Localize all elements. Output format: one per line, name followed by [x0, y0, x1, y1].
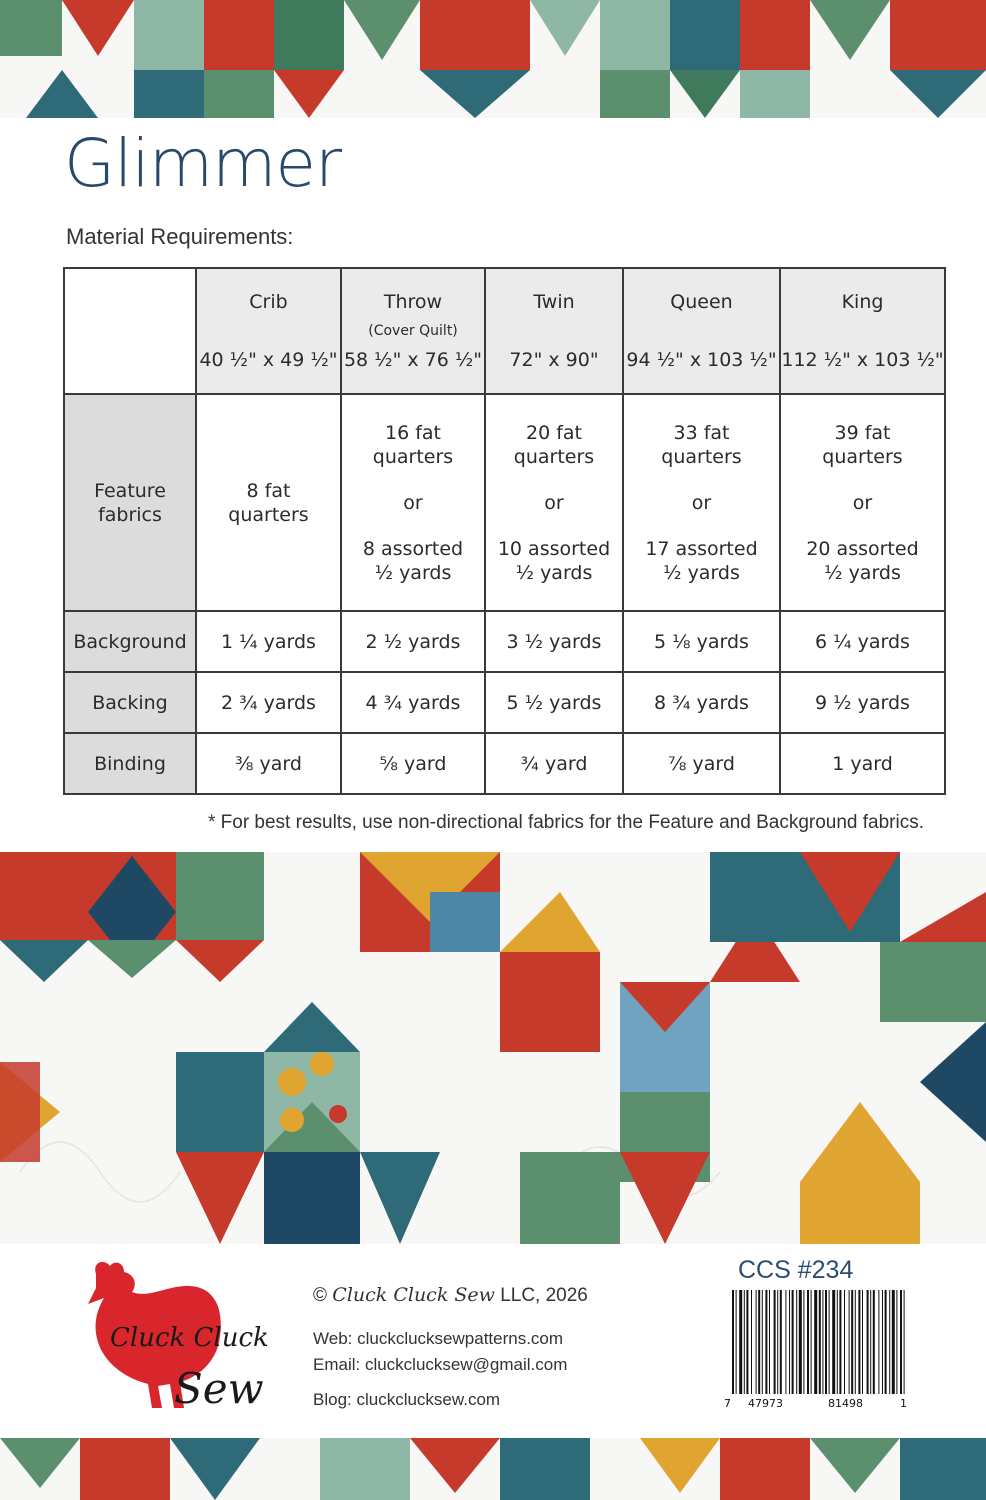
feature-fabrics-row	[64, 394, 945, 611]
quilt-photo-top	[0, 0, 986, 118]
column-header-king	[780, 268, 945, 394]
feature-cell-king: 39 fat quarters or 20 assorted ½ yards	[780, 394, 945, 611]
table-cell: 9 ½ yards	[780, 672, 945, 733]
table-cell: 4 ¾ yards	[341, 672, 485, 733]
size-header-row	[64, 268, 945, 394]
email-link[interactable]: Email: cluckclucksew@gmail.com	[313, 1355, 568, 1374]
row-label-backing: Backing	[64, 672, 196, 733]
column-header-twin	[485, 268, 623, 394]
copyright	[313, 1284, 588, 1307]
size-name: King	[841, 291, 884, 313]
binding-row	[64, 733, 945, 794]
column-header-crib	[196, 268, 341, 394]
background-row	[64, 611, 945, 672]
empty-corner-cell	[64, 268, 196, 394]
column-header-throw	[341, 268, 485, 394]
table-cell: ⅜ yard	[196, 733, 341, 794]
size-name: Queen	[670, 291, 733, 313]
table-cell: ¾ yard	[485, 733, 623, 794]
copyright-brand: Cluck Cluck Sew	[332, 1284, 495, 1306]
table-cell: 5 ⅛ yards	[623, 611, 780, 672]
table-cell: 1 yard	[780, 733, 945, 794]
row-label-feature-fabrics: Feature fabrics	[64, 394, 196, 611]
fabric-note: * For best results, use non-directional fabrics for the Feature and Background fabrics.	[207, 812, 924, 833]
feature-cell-throw: 16 fat quarters or 8 assorted ½ yards	[341, 394, 485, 611]
size-dimensions: 72" x 90"	[509, 349, 599, 371]
size-name: Twin	[533, 291, 575, 313]
table-cell: 8 ¾ yards	[623, 672, 780, 733]
table-cell: 2 ¾ yards	[196, 672, 341, 733]
size-name: Crib	[249, 291, 288, 313]
table-cell: 3 ½ yards	[485, 611, 623, 672]
pattern-code: CCS #234	[738, 1256, 854, 1284]
copyright-symbol: ©	[313, 1285, 327, 1306]
table-cell: ⅝ yard	[341, 733, 485, 794]
quilt-photo-bottom	[0, 1438, 986, 1500]
cluck-cluck-sew-logo	[74, 1258, 294, 1418]
barcode-group-1: 47973	[748, 1397, 783, 1410]
copyright-rest: LLC, 2026	[500, 1285, 588, 1306]
row-label-binding: Binding	[64, 733, 196, 794]
table-cell: 1 ¼ yards	[196, 611, 341, 672]
barcode-digit-right: 1	[900, 1397, 907, 1410]
size-dimensions: 112 ½" x 103 ½"	[781, 349, 944, 371]
size-dimensions: 94 ½" x 103 ½"	[626, 349, 777, 371]
barcode	[724, 1290, 910, 1410]
feature-cell-queen: 33 fat quarters or 17 assorted ½ yards	[623, 394, 780, 611]
size-dimensions: 40 ½" x 49 ½"	[199, 349, 338, 371]
material-requirements-heading: Material Requirements:	[66, 224, 294, 249]
blog-link[interactable]: Blog: cluckclucksew.com	[313, 1390, 501, 1409]
backing-row	[64, 672, 945, 733]
feature-cell-crib: 8 fat quarters	[196, 394, 341, 611]
table-cell: 6 ¼ yards	[780, 611, 945, 672]
size-name: Throw	[383, 291, 443, 313]
table-cell: ⅞ yard	[623, 733, 780, 794]
pattern-title: Glimmer	[64, 125, 342, 202]
row-label-background: Background	[64, 611, 196, 672]
table-cell: 2 ½ yards	[341, 611, 485, 672]
logo-line1: Cluck Cluck	[110, 1323, 269, 1353]
table-cell: 5 ½ yards	[485, 672, 623, 733]
quilt-photo-main	[0, 852, 986, 1244]
web-link[interactable]: Web: cluckclucksewpatterns.com	[313, 1329, 564, 1348]
barcode-digit-left: 7	[724, 1397, 731, 1410]
column-header-queen	[623, 268, 780, 394]
logo-line2: Sew	[174, 1364, 264, 1413]
size-dimensions: 58 ½" x 76 ½"	[343, 349, 483, 371]
barcode-group-2: 81498	[828, 1397, 863, 1410]
size-note: (Cover Quilt)	[368, 323, 458, 339]
material-requirements-table	[63, 267, 946, 795]
feature-cell-twin: 20 fat quarters or 10 assorted ½ yards	[485, 394, 623, 611]
